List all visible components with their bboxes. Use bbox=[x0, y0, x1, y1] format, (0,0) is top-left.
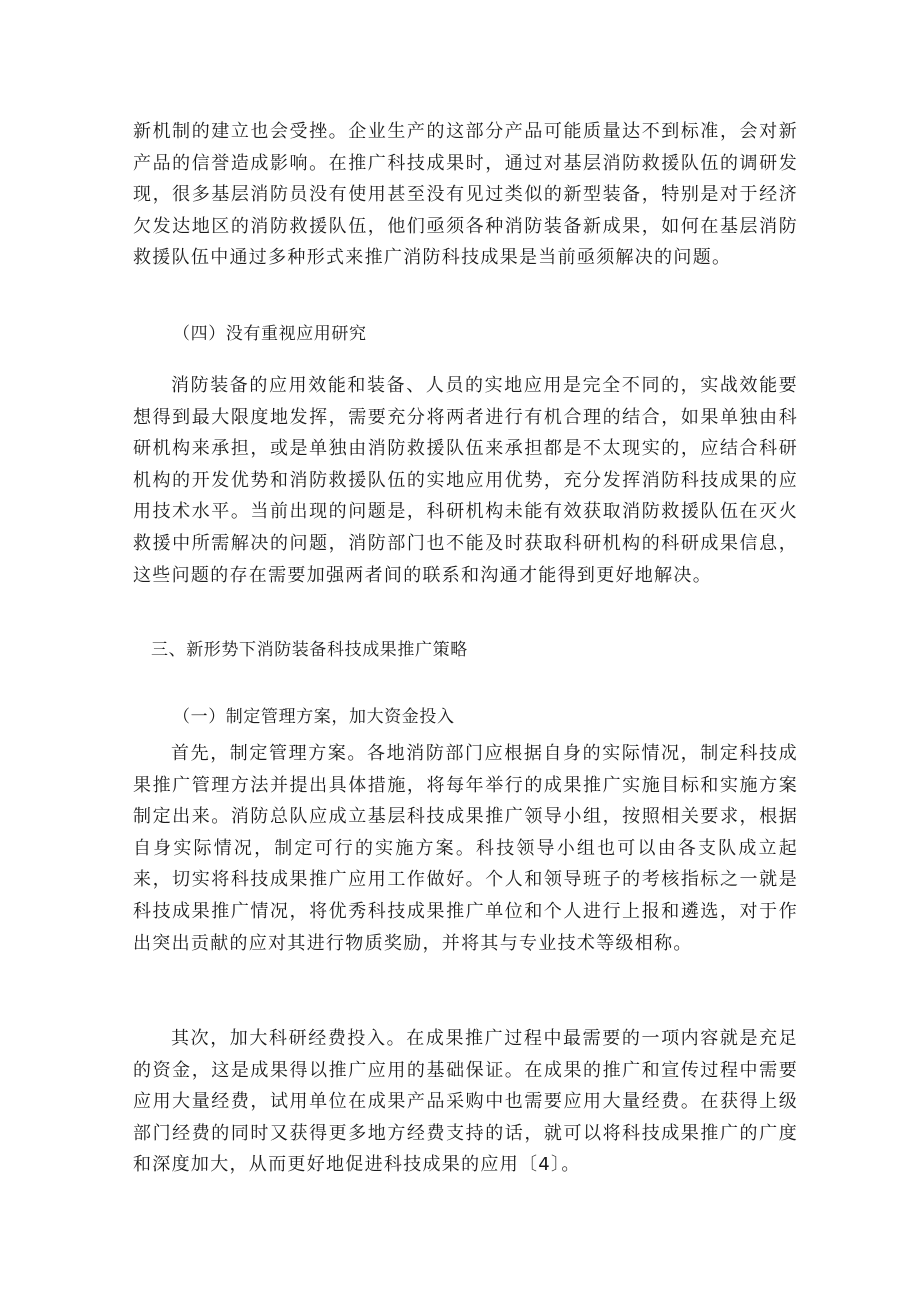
section-3-title: 三、新形势下消防装备科技成果推广策略 bbox=[151, 640, 468, 660]
paragraph-body-2: 消防装备的应用效能和装备、人员的实地应用是完全不同的，实战效能要想得到最大限度地发挥，需要充分将两者进行有机合理的结合，如果单独由科研机构来承担，或是单独由消防救援队伍来承担都是不太现实的，应结合科研机构的开发优势和消防救援队伍的实地应用优势，充分发挥消防科技成果的应用技术水平。当前出现的问题是，科研机构未能有效获取消防救援队伍在灭火救援中所需解决的问题，消防部门也不能及时获取科研机构的科研成果信息，这些问题的存在需要加强两者间的联系和沟通才能得到更好地解决。 bbox=[133, 375, 798, 586]
paragraph-body-1: 新机制的建立也会受挫。企业生产的这部分产品可能质量达不到标准，会对新产品的信誉造成影响。在推广科技成果时，通过对基层消防救援队伍的调研发现，很多基层消防员没有使用甚至没有见过类似的新型装备，特别是对于经济欠发达地区的消防救援队伍，他们亟须各种消防装备新成果，如何在基层消防救援队伍中通过多种形式来推广消防科技成果是当前亟须解决的问题。 bbox=[133, 121, 798, 269]
paragraph-body-4: 其次，加大科研经费投入。在成果推广过程中最需要的一项内容就是充足的资金，这是成果得以推广应用的基础保证。在成果的推广和宣传过程中需要应用大量经费，试用单位在成果产品采购中也需要应用大量经费。在获得上级部门经费的同时又获得更多地方经费支持的话，就可以将科技成果推广的广度和深度加大，从而更好地促进科技成果的应用〔4〕。 bbox=[133, 1028, 798, 1176]
subheading-1: （一）制定管理方案，加大资金投入 bbox=[173, 707, 455, 727]
paragraph-body-3: 首先，制定管理方案。各地消防部门应根据自身的实际情况，制定科技成果推广管理方法并提出具体措施，将每年举行的成果推广实施目标和实施方案制定出来。消防总队应成立基层科技成果推广领导小组，按照相关要求，根据自身实际情况，制定可行的实施方案。科技领导小组也可以由各支队成立起来，切实将科技成果推广应用工作做好。个人和领导班子的考核指标之一就是科技成果推广情况，将优秀科技成果推广单位和个人进行上报和遴选，对于作出突出贡献的应对其进行物质奖励，并将其与专业技术等级相称。 bbox=[133, 743, 798, 954]
subheading-4: （四）没有重视应用研究 bbox=[173, 324, 367, 344]
